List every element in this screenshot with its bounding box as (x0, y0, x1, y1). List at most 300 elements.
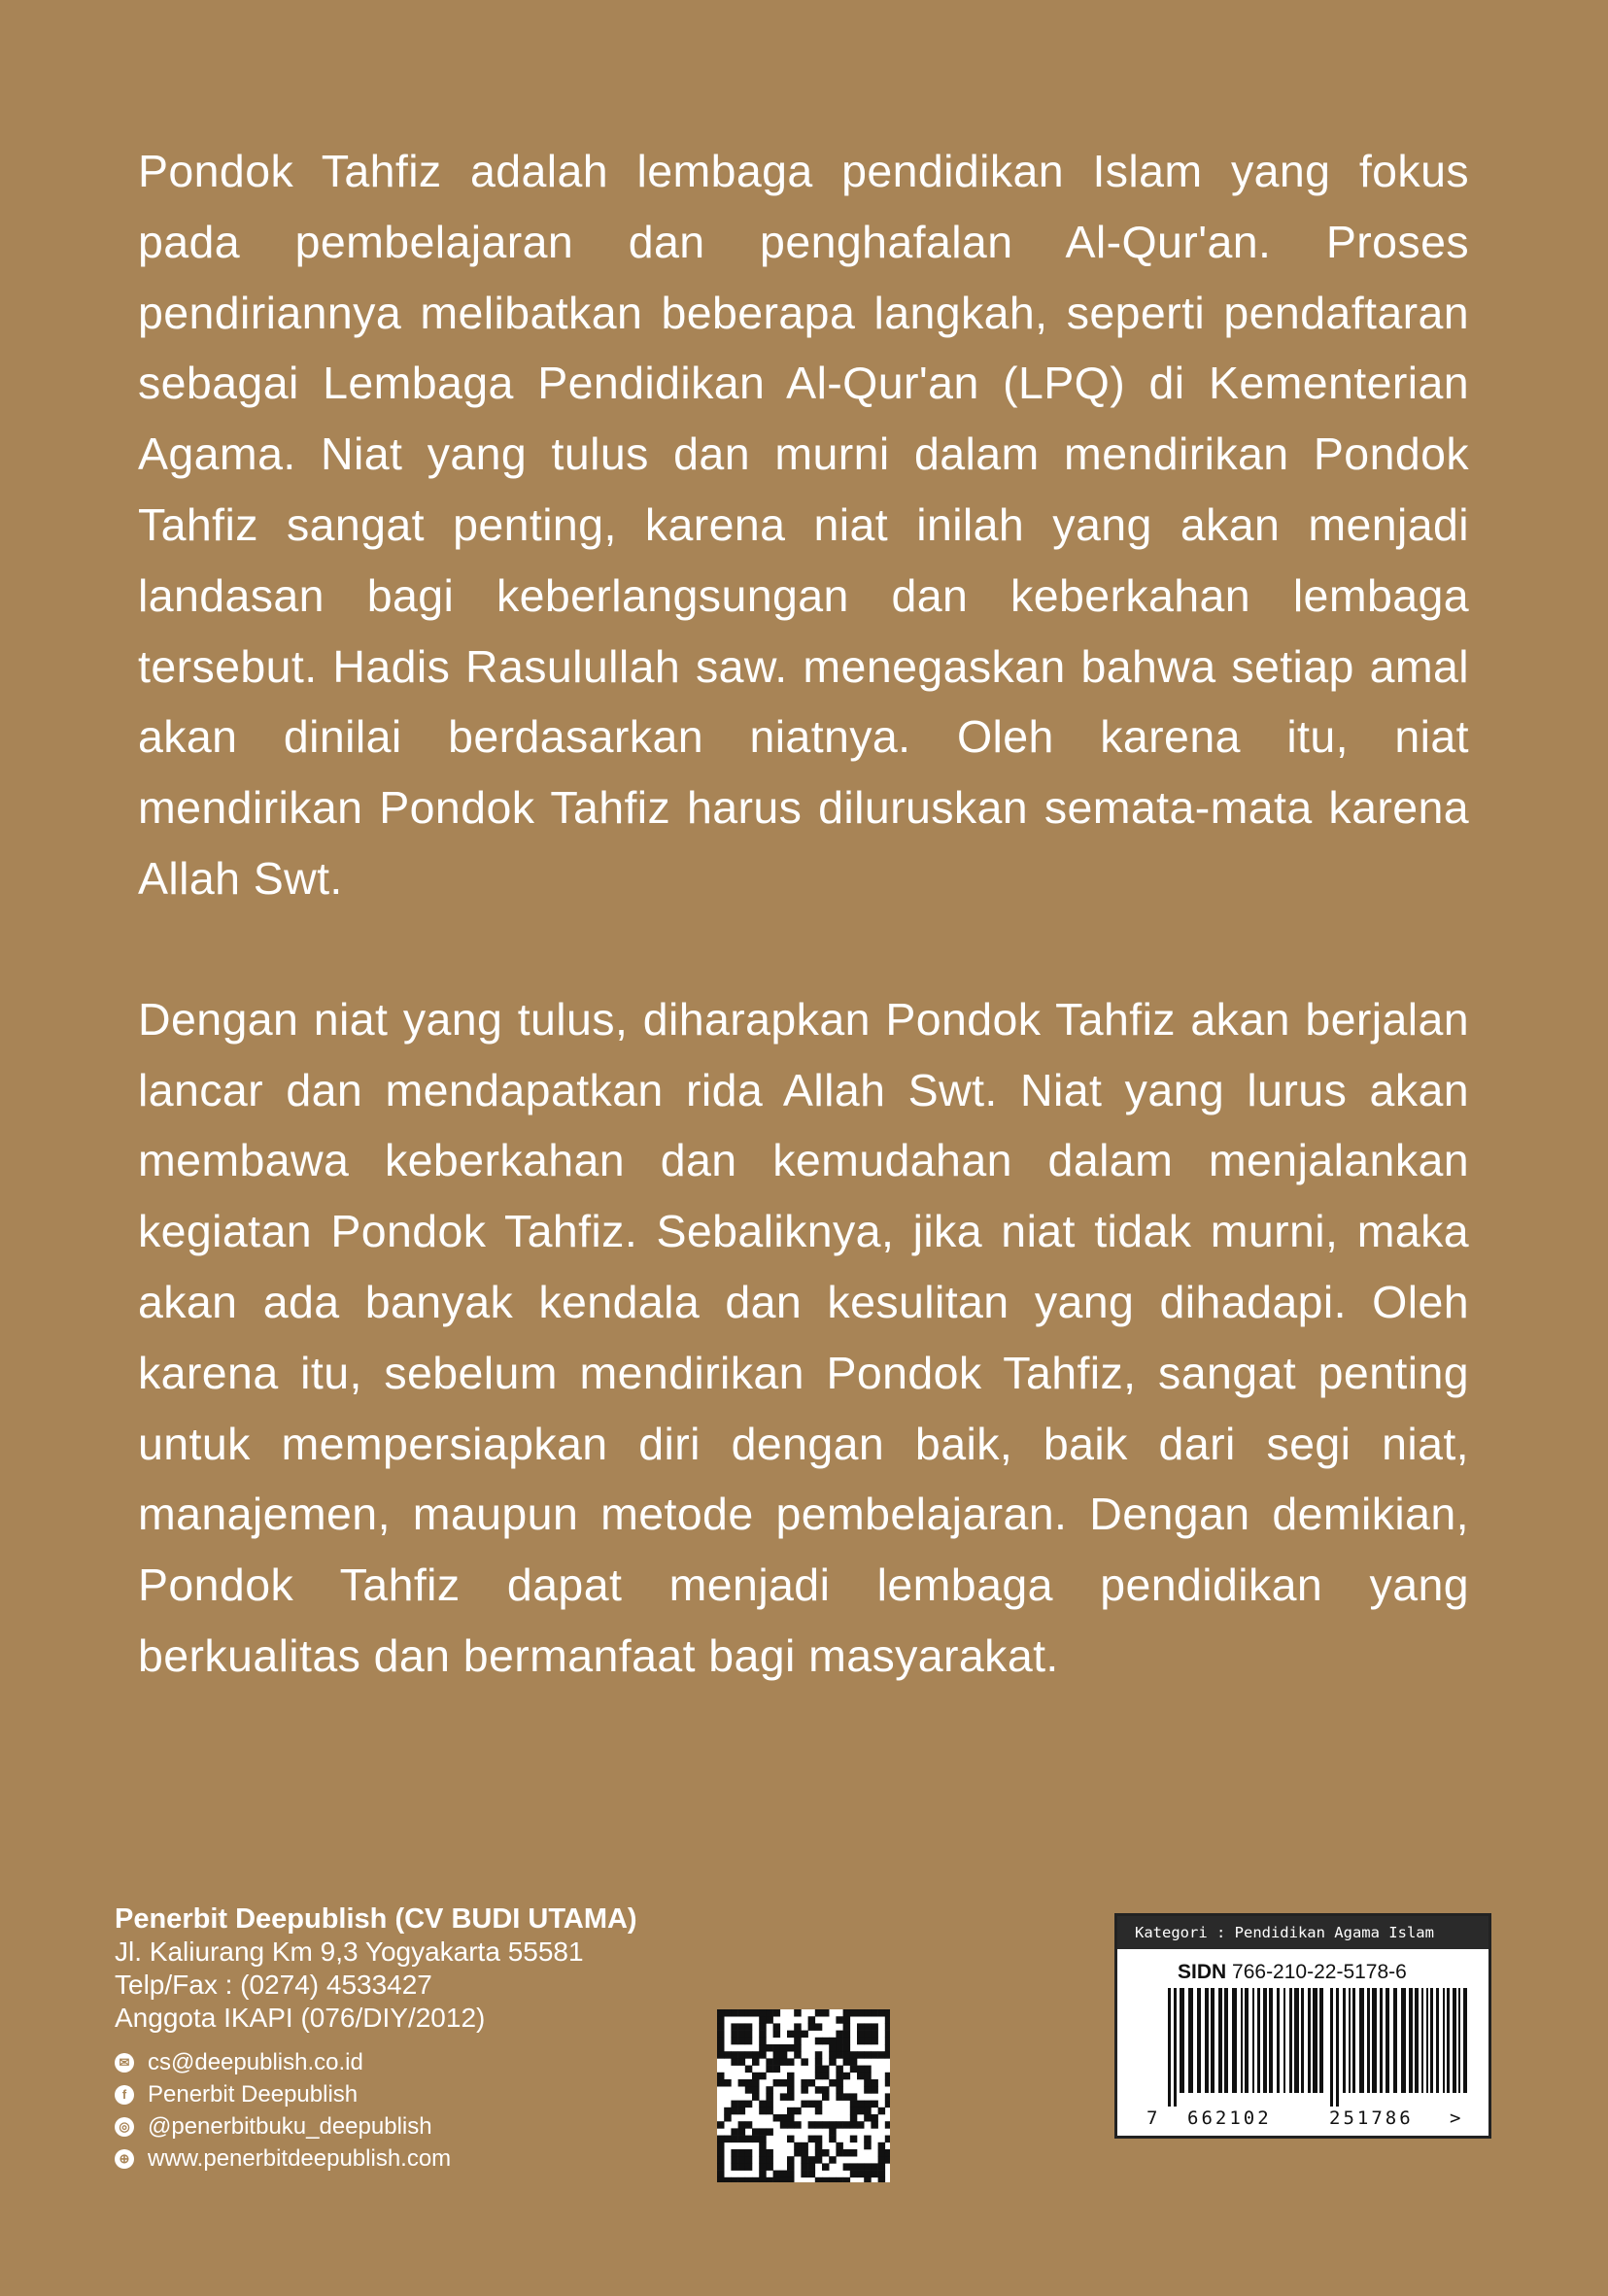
qr-module (815, 2142, 823, 2150)
qr-module (871, 2031, 878, 2039)
contact-website[interactable] (115, 2142, 717, 2175)
qr-module (724, 2114, 732, 2122)
qr-module (843, 2163, 851, 2171)
qr-module (822, 2073, 830, 2080)
qr-module (843, 2031, 851, 2039)
qr-module (752, 2073, 760, 2080)
qr-module (731, 2149, 738, 2157)
qr-module (773, 2079, 781, 2087)
qr-module (850, 2114, 858, 2122)
qr-module (752, 2136, 760, 2143)
qr-module (787, 2086, 795, 2094)
qr-module (738, 2177, 746, 2182)
qr-module (745, 2023, 753, 2031)
qr-module (878, 2142, 886, 2150)
qr-module (759, 2044, 767, 2052)
qr-module (885, 2051, 890, 2059)
qr-module (878, 2009, 886, 2017)
qr-module (857, 2038, 865, 2045)
qr-module (752, 2093, 760, 2101)
qr-module (836, 2121, 843, 2129)
barcode-bar (1263, 1988, 1267, 2093)
qr-module (766, 2177, 773, 2182)
qr-module (885, 2044, 890, 2052)
qr-module (815, 2136, 823, 2143)
qr-module (822, 2093, 830, 2101)
qr-code[interactable] (717, 2009, 890, 2182)
qr-module (885, 2079, 890, 2087)
barcode-bar (1463, 1988, 1467, 2093)
qr-module (759, 2149, 767, 2157)
qr-module (864, 2073, 872, 2080)
email-icon: ✉ (115, 2053, 134, 2073)
qr-module (787, 2171, 795, 2178)
publisher-member: Anggota IKAPI (076/DIY/2012) (115, 2003, 486, 2033)
qr-module (745, 2101, 753, 2108)
qr-module (801, 2156, 808, 2164)
qr-module (738, 2051, 746, 2059)
qr-module (829, 2058, 837, 2066)
qr-module (864, 2079, 872, 2087)
qr-module (759, 2101, 767, 2108)
qr-module (773, 2031, 781, 2039)
qr-module (871, 2114, 878, 2122)
qr-module (836, 2142, 843, 2150)
qr-module (843, 2177, 851, 2182)
qr-module (878, 2177, 886, 2182)
qr-module (745, 2066, 753, 2073)
qr-module (717, 2163, 725, 2171)
qr-module (745, 2149, 753, 2157)
qr-module (822, 2038, 830, 2045)
qr-module (843, 2016, 851, 2024)
qr-module (864, 2009, 872, 2017)
qr-module (857, 2101, 865, 2108)
barcode-bar (1430, 1988, 1433, 2093)
qr-module (885, 2101, 890, 2108)
qr-module (766, 2058, 773, 2066)
globe-icon: ⊕ (115, 2149, 134, 2169)
qr-module (864, 2023, 872, 2031)
barcode-bar (1352, 1988, 1355, 2093)
qr-code-icon (717, 2009, 890, 2182)
barcode-bar (1232, 1988, 1237, 2093)
qr-module (857, 2073, 865, 2080)
qr-module (787, 2073, 795, 2080)
barcode-bar (1301, 1988, 1304, 2093)
qr-module (822, 2121, 830, 2129)
qr-module (857, 2171, 865, 2178)
qr-module (843, 2051, 851, 2059)
qr-module (731, 2031, 738, 2039)
qr-module (808, 2016, 816, 2024)
qr-module (766, 2009, 773, 2017)
barcode-icon (1146, 1988, 1467, 2107)
qr-module (717, 2038, 725, 2045)
qr-module (780, 2051, 788, 2059)
qr-module (717, 2171, 725, 2178)
qr-module (759, 2009, 767, 2017)
barcode-bar (1245, 1988, 1249, 2093)
qr-module (766, 2156, 773, 2164)
qr-module (850, 2051, 858, 2059)
qr-module (801, 2163, 808, 2171)
qr-module (787, 2177, 795, 2182)
barcode-digit-first: 7 (1146, 2108, 1161, 2129)
contact-instagram-text: @penerbitbuku_deepublish (148, 2112, 432, 2140)
qr-module (780, 2093, 788, 2101)
qr-module (843, 2023, 851, 2031)
qr-module (731, 2058, 738, 2066)
qr-module (822, 2163, 830, 2171)
qr-module (850, 2149, 858, 2157)
qr-module (871, 2009, 878, 2017)
qr-module (829, 2121, 837, 2129)
qr-module (787, 2079, 795, 2087)
qr-module (773, 2044, 781, 2052)
qr-module (738, 2149, 746, 2157)
qr-module (857, 2121, 865, 2129)
qr-module (759, 2031, 767, 2039)
qr-module (724, 2051, 732, 2059)
qr-module (780, 2044, 788, 2052)
barcode-bar (1241, 1988, 1243, 2093)
qr-module (794, 2108, 802, 2115)
qr-module (780, 2171, 788, 2178)
blurb-paragraph-2: Dengan niat yang tulus, diharapkan Pondok Tahfiz akan berjalan lancar dan mendapatkan rida Allah Swt. Niat yang lurus akan membawa keberkahan dan kemudahan dalam menjalankan kegiatan Pondok Tahfiz. Sebaliknya, jika niat tidak murni, maka akan ada banyak kendala dan kesulitan yang dihadapi. Oleh karena itu, sebelum mendirikan Pondok Tahfiz, sangat penting untuk mempersiapkan diri dengan baik, baik dari segi niat, manajemen, maupun metode pembelajaran. Dengan demikian, Pondok Tahfiz dapat menjadi lembaga pendidikan yang berkualitas dan bermanfaat bagi masyarakat. (138, 993, 1469, 1681)
qr-module (822, 2177, 830, 2182)
qr-module (864, 2031, 872, 2039)
qr-module (745, 2156, 753, 2164)
barcode-bar (1168, 1988, 1171, 2107)
qr-module (864, 2171, 872, 2178)
qr-module (857, 2023, 865, 2031)
qr-module (808, 2023, 816, 2031)
barcode-bar (1426, 1988, 1428, 2093)
qr-module (815, 2149, 823, 2157)
qr-module (836, 2086, 843, 2094)
qr-module (738, 2121, 746, 2129)
qr-module (745, 2163, 753, 2171)
qr-module (829, 2136, 837, 2143)
qr-module (780, 2114, 788, 2122)
qr-module (787, 2156, 795, 2164)
qr-module (787, 2121, 795, 2129)
qr-module (759, 2038, 767, 2045)
barcode-bar (1180, 1988, 1184, 2093)
qr-module (808, 2101, 816, 2108)
back-cover-blurb (138, 136, 1469, 1692)
qr-module (801, 2086, 808, 2094)
qr-module (850, 2163, 858, 2171)
barcode-bar (1421, 1988, 1423, 2093)
qr-module (759, 2108, 767, 2115)
barcode-bar (1205, 1988, 1209, 2093)
barcode-digits-left: 662102 (1187, 2108, 1272, 2129)
qr-module (724, 2108, 732, 2115)
qr-module (766, 2044, 773, 2052)
qr-module (808, 2163, 816, 2171)
barcode-bar (1308, 1988, 1311, 2093)
qr-module (815, 2086, 823, 2094)
qr-module (724, 2009, 732, 2017)
qr-module (717, 2031, 725, 2039)
contact-facebook[interactable] (115, 2078, 717, 2110)
qr-module (864, 2038, 872, 2045)
qr-module (836, 2177, 843, 2182)
qr-module (766, 2149, 773, 2157)
qr-module (864, 2114, 872, 2122)
qr-module (766, 2016, 773, 2024)
qr-module (815, 2177, 823, 2182)
qr-module (717, 2073, 725, 2080)
qr-module (759, 2016, 767, 2024)
qr-module (829, 2038, 837, 2045)
contact-instagram[interactable] (115, 2110, 717, 2142)
qr-module (843, 2149, 851, 2157)
qr-module (787, 2114, 795, 2122)
qr-module (815, 2058, 823, 2066)
qr-module (787, 2108, 795, 2115)
sidn-label: SIDN (1178, 1961, 1227, 1983)
qr-module (738, 2128, 746, 2136)
qr-module (766, 2163, 773, 2171)
qr-module (871, 2163, 878, 2171)
qr-module (836, 2051, 843, 2059)
qr-module (738, 2108, 746, 2115)
qr-module (878, 2163, 886, 2171)
qr-module (850, 2136, 858, 2143)
qr-module (738, 2058, 746, 2066)
qr-module (885, 2156, 890, 2164)
qr-module (850, 2121, 858, 2129)
qr-module (808, 2156, 816, 2164)
qr-module (871, 2101, 878, 2108)
qr-module (871, 2171, 878, 2178)
qr-module (780, 2121, 788, 2129)
qr-module (738, 2136, 746, 2143)
qr-module (717, 2016, 725, 2024)
barcode-bar (1257, 1988, 1260, 2093)
qr-module (787, 2044, 795, 2052)
contact-facebook-text: Penerbit Deepublish (148, 2080, 359, 2108)
qr-module (745, 2038, 753, 2045)
qr-module (717, 2142, 725, 2150)
qr-module (871, 2023, 878, 2031)
qr-module (801, 2058, 808, 2066)
barcode-bar (1359, 1988, 1364, 2093)
qr-module (738, 2101, 746, 2108)
qr-module (766, 2086, 773, 2094)
qr-module (794, 2142, 802, 2150)
facebook-icon: f (115, 2085, 134, 2105)
barcode-bar (1453, 1988, 1456, 2093)
publisher-name: Penerbit Deepublish (CV BUDI UTAMA) (115, 1903, 637, 1935)
contact-email[interactable] (115, 2046, 717, 2078)
barcode-bar (1269, 1988, 1273, 2093)
qr-module (773, 2066, 781, 2073)
qr-module (815, 2073, 823, 2080)
barcode-bar (1372, 1988, 1377, 2093)
barcode-bar (1343, 1988, 1346, 2093)
qr-module (885, 2016, 890, 2024)
qr-module (836, 2066, 843, 2073)
qr-module (871, 2086, 878, 2094)
qr-module (836, 2073, 843, 2080)
qr-module (724, 2079, 732, 2087)
qr-module (815, 2023, 823, 2031)
qr-module (794, 2051, 802, 2059)
qr-module (731, 2023, 738, 2031)
barcode-bar (1367, 1988, 1370, 2093)
qr-module (794, 2023, 802, 2031)
barcode-bar (1393, 1988, 1397, 2093)
barcode-bar (1188, 1988, 1193, 2093)
qr-module (801, 2149, 808, 2157)
qr-module (759, 2136, 767, 2143)
qr-module (843, 2121, 851, 2129)
qr-module (773, 2009, 781, 2017)
barcode-bar (1218, 1988, 1222, 2093)
qr-module (738, 2038, 746, 2045)
qr-module (871, 2051, 878, 2059)
qr-module (815, 2066, 823, 2073)
qr-module (843, 2073, 851, 2080)
barcode-bar (1252, 1988, 1254, 2093)
qr-module (731, 2128, 738, 2136)
qr-module (745, 2009, 753, 2017)
qr-module (752, 2128, 760, 2136)
barcode-bar (1349, 1988, 1351, 2093)
barcode-bar (1294, 1988, 1299, 2093)
contact-website-text: www.penerbitdeepublish.com (148, 2144, 452, 2172)
qr-module (843, 2093, 851, 2101)
publisher-phone: Telp/Fax : (0274) 4533427 (115, 1970, 432, 2000)
qr-module (801, 2101, 808, 2108)
qr-module (766, 2066, 773, 2073)
qr-module (794, 2038, 802, 2045)
qr-module (773, 2023, 781, 2031)
qr-module (857, 2051, 865, 2059)
qr-module (773, 2051, 781, 2059)
qr-module (731, 2051, 738, 2059)
qr-module (836, 2016, 843, 2024)
barcode-bar (1319, 1988, 1323, 2093)
barcode-bar (1224, 1988, 1228, 2093)
qr-module (787, 2163, 795, 2171)
qr-module (815, 2009, 823, 2017)
qr-module (717, 2023, 725, 2031)
qr-module (738, 2031, 746, 2039)
qr-module (885, 2093, 890, 2101)
qr-module (850, 2101, 858, 2108)
qr-module (787, 2031, 795, 2039)
barcode-bar (1386, 1988, 1389, 2093)
qr-module (843, 2044, 851, 2052)
qr-module (794, 2121, 802, 2129)
qr-module (773, 2171, 781, 2178)
qr-module (745, 2031, 753, 2039)
qr-module (829, 2079, 837, 2087)
qr-module (773, 2058, 781, 2066)
qr-module (885, 2038, 890, 2045)
qr-module (738, 2079, 746, 2087)
qr-module (843, 2058, 851, 2066)
qr-module (759, 2156, 767, 2164)
qr-module (850, 2171, 858, 2178)
qr-module (717, 2156, 725, 2164)
qr-module (794, 2149, 802, 2157)
qr-module (815, 2121, 823, 2129)
qr-module (815, 2108, 823, 2115)
qr-module (857, 2108, 865, 2115)
qr-module (850, 2066, 858, 2073)
barcode-bar (1313, 1988, 1317, 2093)
barcode-bar (1401, 1988, 1406, 2093)
qr-module (738, 2009, 746, 2017)
qr-module (717, 2044, 725, 2052)
qr-module (801, 2142, 808, 2150)
qr-module (745, 2086, 753, 2094)
qr-module (787, 2093, 795, 2101)
qr-module (717, 2009, 725, 2017)
barcode-bar (1277, 1988, 1280, 2093)
qr-module (822, 2086, 830, 2094)
qr-module (878, 2171, 886, 2178)
qr-module (745, 2136, 753, 2143)
qr-module (724, 2177, 732, 2182)
qr-module (836, 2093, 843, 2101)
qr-module (731, 2177, 738, 2182)
barcode-bar (1380, 1988, 1383, 2093)
qr-module (864, 2177, 872, 2182)
qr-module (801, 2079, 808, 2087)
qr-module (829, 2177, 837, 2182)
qr-module (857, 2066, 865, 2073)
qr-module (766, 2101, 773, 2108)
barcode-bar (1415, 1988, 1419, 2093)
qr-module (738, 2023, 746, 2031)
sidn-number: 766-210-22-5178-6 (1232, 1961, 1407, 1983)
qr-module (752, 2079, 760, 2087)
qr-module (885, 2136, 890, 2143)
qr-module (766, 2128, 773, 2136)
qr-module (717, 2121, 725, 2129)
qr-module (780, 2079, 788, 2087)
qr-module (822, 2009, 830, 2017)
qr-module (752, 2058, 760, 2066)
qr-module (731, 2038, 738, 2045)
qr-module (843, 2038, 851, 2045)
qr-module (843, 2009, 851, 2017)
qr-module (836, 2038, 843, 2045)
barcode-bar (1458, 1988, 1460, 2093)
qr-module (773, 2177, 781, 2182)
category-label: Kategori : Pendidikan Agama Islam (1117, 1916, 1488, 1949)
qr-module (836, 2079, 843, 2087)
qr-module (878, 2108, 886, 2115)
qr-module (731, 2156, 738, 2164)
barcode-bar (1436, 1988, 1439, 2093)
qr-module (850, 2108, 858, 2115)
publisher-address: Jl. Kaliurang Km 9,3 Yogyakarta 55581 (115, 1936, 584, 1967)
qr-module (857, 2009, 865, 2017)
qr-module (731, 2101, 738, 2108)
qr-module (864, 2051, 872, 2059)
qr-module (836, 2149, 843, 2157)
qr-module (885, 2023, 890, 2031)
barcode-bar (1336, 1988, 1339, 2107)
